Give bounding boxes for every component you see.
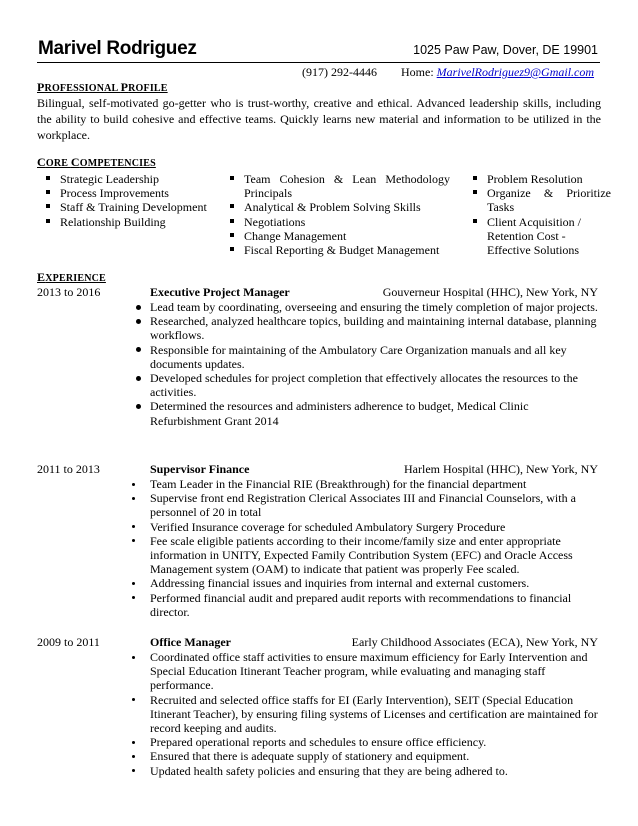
job-employer: Early Childhood Associates (ECA), New York, NY [351, 635, 598, 649]
profile-summary: Bilingual, self-motivated go-getter who is trust-worthy, creative and ethical. Advanced leadership skills, including the ability to build cohesive and effective teams. Quickly learns new material and information to be utilized in the workplace. [37, 96, 601, 142]
job-duty: Verified Insurance coverage for scheduled Ambulatory Surgery Procedure [150, 520, 600, 534]
job-duty: Responsible for maintaining of the Ambulatory Care Organization manuals and all key documents updates. [150, 343, 600, 371]
competencies-heading-rest: ORE [45, 158, 71, 169]
experience-heading-rest: XPERIENCE [45, 273, 106, 284]
candidate-name: Marivel Rodriguez [38, 38, 197, 59]
profile-heading-rest: ROFESSIONAL [44, 83, 121, 94]
job-years: 2011 to 2013 [37, 462, 100, 476]
job-duty: Recruited and selected office staffs for EI (Early Intervention), SEIT (Special Education Itinerant Teacher), by ensuring filing systems of Licenses and certification are maintained for record keeping and audits. [150, 693, 600, 736]
job-title: Supervisor Finance [150, 462, 250, 476]
profile-heading-cap2: P [120, 80, 129, 94]
job-duty: Addressing financial issues and inquiries from internal and external customers. [150, 576, 600, 590]
contact-line [302, 65, 594, 80]
profile-heading [37, 80, 168, 95]
competency-item: Strategic Leadership [38, 172, 218, 186]
job-duty: Updated health safety policies and ensuring that they are being adhered to. [150, 764, 600, 778]
job-employer: Gouverneur Hospital (HHC), New York, NY [382, 285, 598, 299]
profile-heading-cap: P [37, 80, 45, 94]
job-duty: Developed schedules for project completion that effectively allocates the resources to the activities. [150, 371, 600, 399]
candidate-address: 1025 Paw Paw, Dover, DE 19901 [413, 43, 598, 57]
job-employer: Harlem Hospital (HHC), New York, NY [404, 462, 598, 476]
competency-item: Client Acquisition / Retention Cost - Effective Solutions [465, 215, 611, 258]
competency-item: Problem Resolution [465, 172, 611, 186]
job-duty: Prepared operational reports and schedules to ensure office efficiency. [150, 735, 600, 749]
job-duties [150, 477, 600, 619]
competency-item: Fiscal Reporting & Budget Management [222, 243, 450, 257]
job-duty: Team Leader in the Financial RIE (Breakthrough) for the financial department [150, 477, 600, 491]
resume-header [38, 38, 600, 62]
job-duty: Coordinated office staff activities to ensure maximum efficiency for Early Intervention and Special Education Itinerant Teacher program, while evaluating and managing staff performance. [150, 650, 600, 693]
competency-item: Staff & Training Development [38, 200, 218, 214]
competencies-heading-cap: C [37, 155, 46, 169]
competency-item: Negotiations [222, 215, 450, 229]
job-duty: Performed financial audit and prepared audit reports with recommendations to financial director. [150, 591, 600, 619]
profile-heading-rest2: ROFILE [128, 83, 168, 94]
competencies-column-3 [465, 172, 611, 257]
experience-heading [37, 270, 106, 285]
phone-number: (917) 292-4446 [302, 65, 377, 79]
job-duty: Researched, analyzed healthcare topics, building and maintaining internal database, planning workflows. [150, 314, 600, 342]
job-title: Office Manager [150, 635, 231, 649]
home-label: Home: [401, 65, 434, 79]
job-years: 2013 to 2016 [37, 285, 101, 299]
job-title: Executive Project Manager [150, 285, 290, 299]
email-link[interactable]: MarivelRodriguez9@Gmail.com [436, 65, 595, 79]
job-duty: Determined the resources and administers adherence to budget, Medical Clinic Refurbishment Grant 2014 [150, 399, 600, 427]
competencies-column-1 [38, 172, 218, 229]
competencies-heading-rest2: OMPETENCIES [79, 158, 156, 169]
header-divider [37, 62, 600, 63]
competency-item: Analytical & Problem Solving Skills [222, 200, 450, 214]
competencies-heading [37, 155, 156, 170]
competency-item: Relationship Building [38, 215, 218, 229]
competencies-column-2 [222, 172, 450, 257]
job-duty: Ensured that there is adequate supply of stationery and equipment. [150, 749, 600, 763]
competency-item: Change Management [222, 229, 450, 243]
job-duty: Supervise front end Registration Clerical Associates III and Financial Counselors, with a personnel of 20 in total [150, 491, 600, 519]
competencies-heading-cap2: C [70, 155, 80, 169]
experience-heading-cap: E [37, 270, 46, 284]
job-duty: Fee scale eligible patients according to their income/family size and enter appropriate information in UNITY, Expected Family Contribution System (EFC) and Oracle Access Management system (OAM) to indicate that patient was properly Fee scaled. [150, 534, 600, 577]
competency-item: Organize & Prioritize Tasks [465, 186, 611, 214]
job-duty: Lead team by coordinating, overseeing and ensuring the timely completion of major projects. [150, 300, 600, 314]
competency-item: Team Cohesion & Lean Methodology Principals [222, 172, 450, 200]
job-years: 2009 to 2011 [37, 635, 100, 649]
competency-item: Process Improvements [38, 186, 218, 200]
job-duties [150, 300, 600, 428]
job-duties [150, 650, 600, 778]
